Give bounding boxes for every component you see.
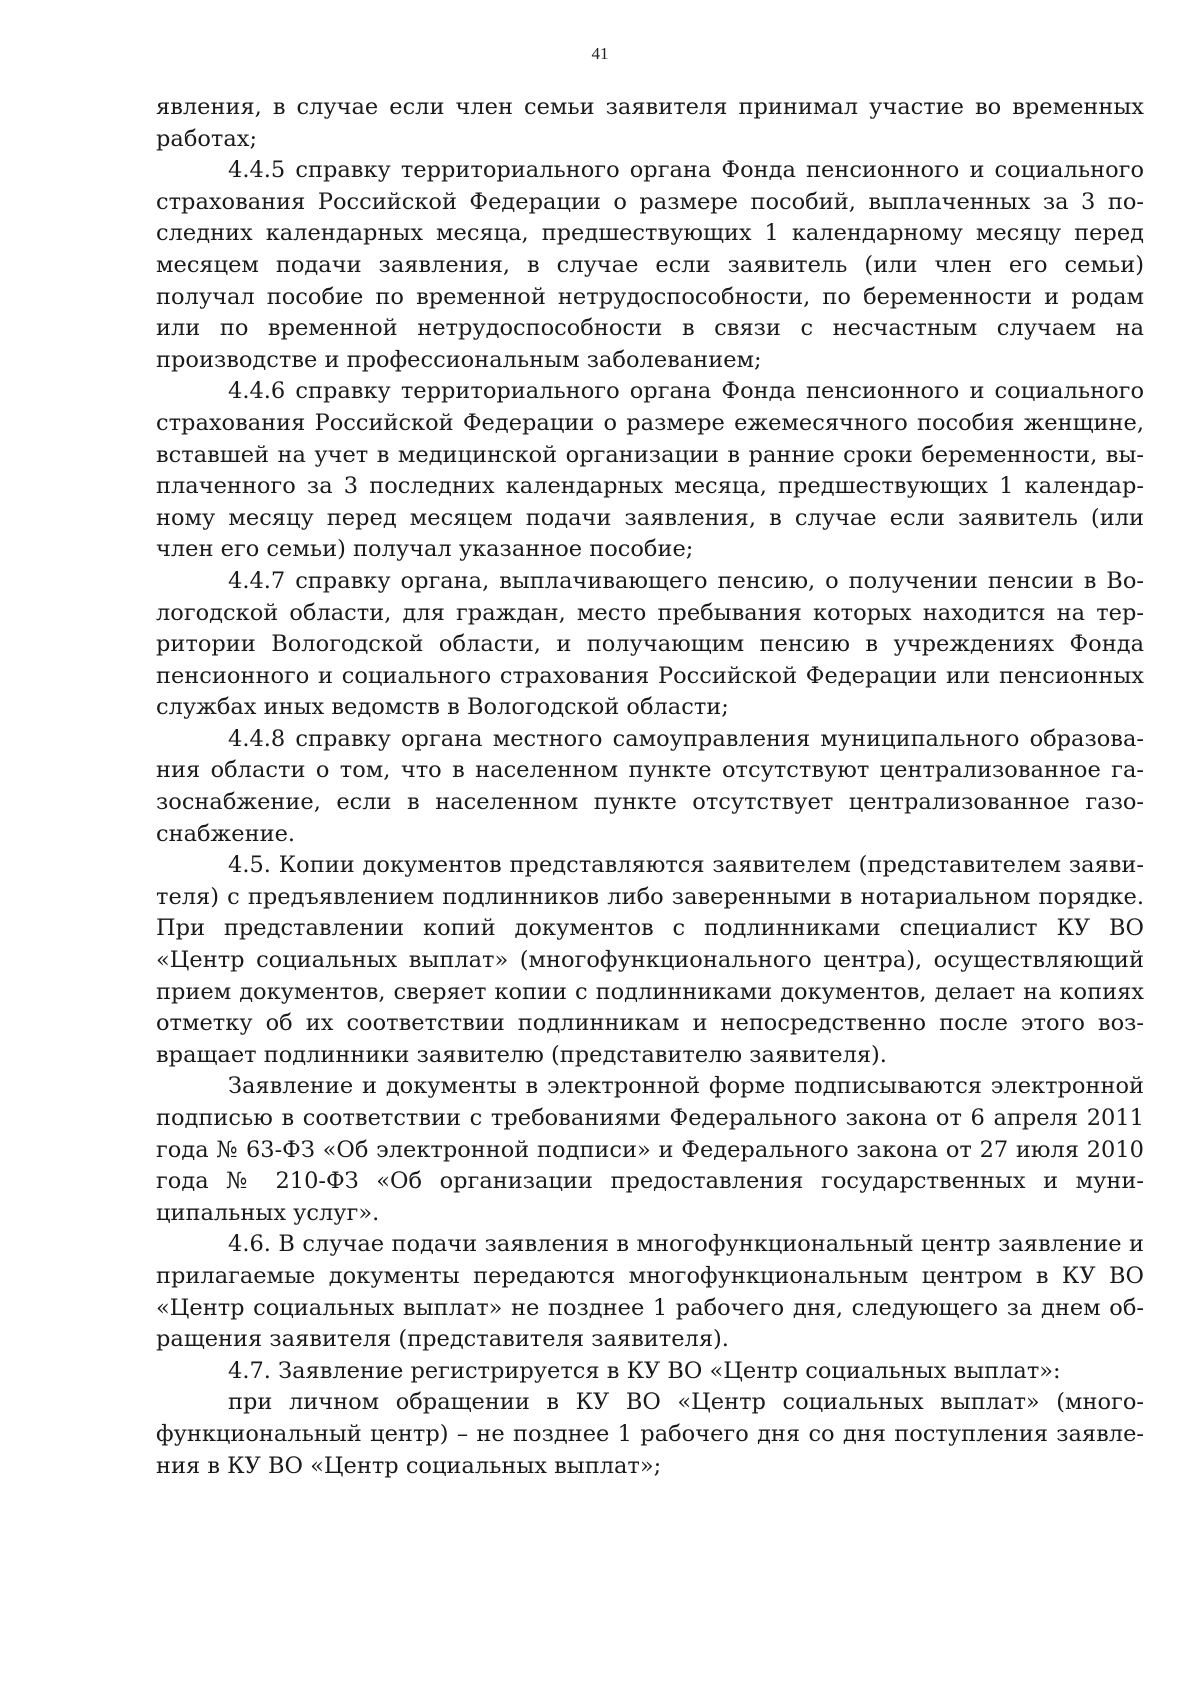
paragraph-electronic-signature: Заявление и документы в электронной форме подписываются электронной подписью в соответствии с требованиями Федерального закона от 6 апреля 2011 года № 63-ФЗ «Об электронной подписи» и Федерального закона от 27 июля 2010 года № 210-ФЗ «Об организации предоставления государственных и муниципальных услуг». xyxy=(156,1073,1144,1226)
document-body xyxy=(156,92,1144,1482)
paragraph-4-4-5: 4.4.5 справку территориального органа Фонда пенсионного и социального страхования Российской Федерации о размере пособий, выплаченных за 3 последних календарных месяца, предшествующих 1 календарному месяцу перед месяцем подачи заявления, в случае если заявитель (или член его семьи) получал пособие по временной нетрудоспособности, по беременности и родам или по временной нетрудоспособности в связи с несчастным случаем на производстве и профессиональным заболеванием; xyxy=(156,157,1144,373)
page-number: 41 xyxy=(591,44,609,63)
paragraph-4-4-7: 4.4.7 справку органа, выплачивающего пенсию, о получении пенсии в Вологодской области, для граждан, место пребывания которых находится на территории Вологодской области, и получающим пенсию в учреждениях Фонда пенсионного и социального страхования Российской Федерации или пенсионных службах иных ведомств в Вологодской области; xyxy=(156,567,1144,721)
paragraph-4-4-6: 4.4.6 справку территориального органа Фонда пенсионного и социального страхования Российской Федерации о размере ежемесячного пособия женщине, вставшей на учет в медицинской организации в ранние сроки беременности, выплаченного за 3 последних календарных месяца, предшествующих 1 календарному месяцу перед месяцем подачи заявления, в случае если заявитель (или член его семьи) получал указанное пособие; xyxy=(156,378,1144,563)
paragraph-4-4-8: 4.4.8 справку органа местного самоуправления муниципального образования области о том, что в населенном пункте отсутствуют централизованное газоснабжение, если в населенном пункте отсутствует централизованное газоснабжение. xyxy=(156,725,1144,847)
paragraph-4-5: 4.5. Копии документов представляются заявителем (представителем заявителя) с предъявлением подлинников либо заверенными в нотариальном порядке. При представлении копий документов с подлинниками специалист КУ ВО «Центр социальных выплат» (многофункционального центра), осуществляющий прием документов, сверяет копии с подлинниками документов, делает на копиях отметку об их соответствии подлинникам и непосредственно после этого возвращает подлинники заявителю (представителю заявителя). xyxy=(156,852,1144,1068)
paragraph-4-7: 4.7. Заявление регистрируется в КУ ВО «Центр социальных выплат»: xyxy=(228,1357,1061,1384)
paragraph-personal-application: при личном обращении в КУ ВО «Центр социальных выплат» (многофункциональный центр) – не позднее 1 рабочего дня со дня поступления заявления в КУ ВО «Центр социальных выплат»; xyxy=(156,1389,1144,1479)
paragraph-continuation: явления, в случае если член семьи заявителя принимал участие во временных работах; xyxy=(156,94,1144,152)
paragraph-4-6: 4.6. В случае подачи заявления в многофункциональный центр заявление и прилагаемые документы передаются многофункциональным центром в КУ ВО «Центр социальных выплат» не позднее 1 рабочего дня, следующего за днем обращения заявителя (представителя заявителя). xyxy=(156,1231,1144,1353)
